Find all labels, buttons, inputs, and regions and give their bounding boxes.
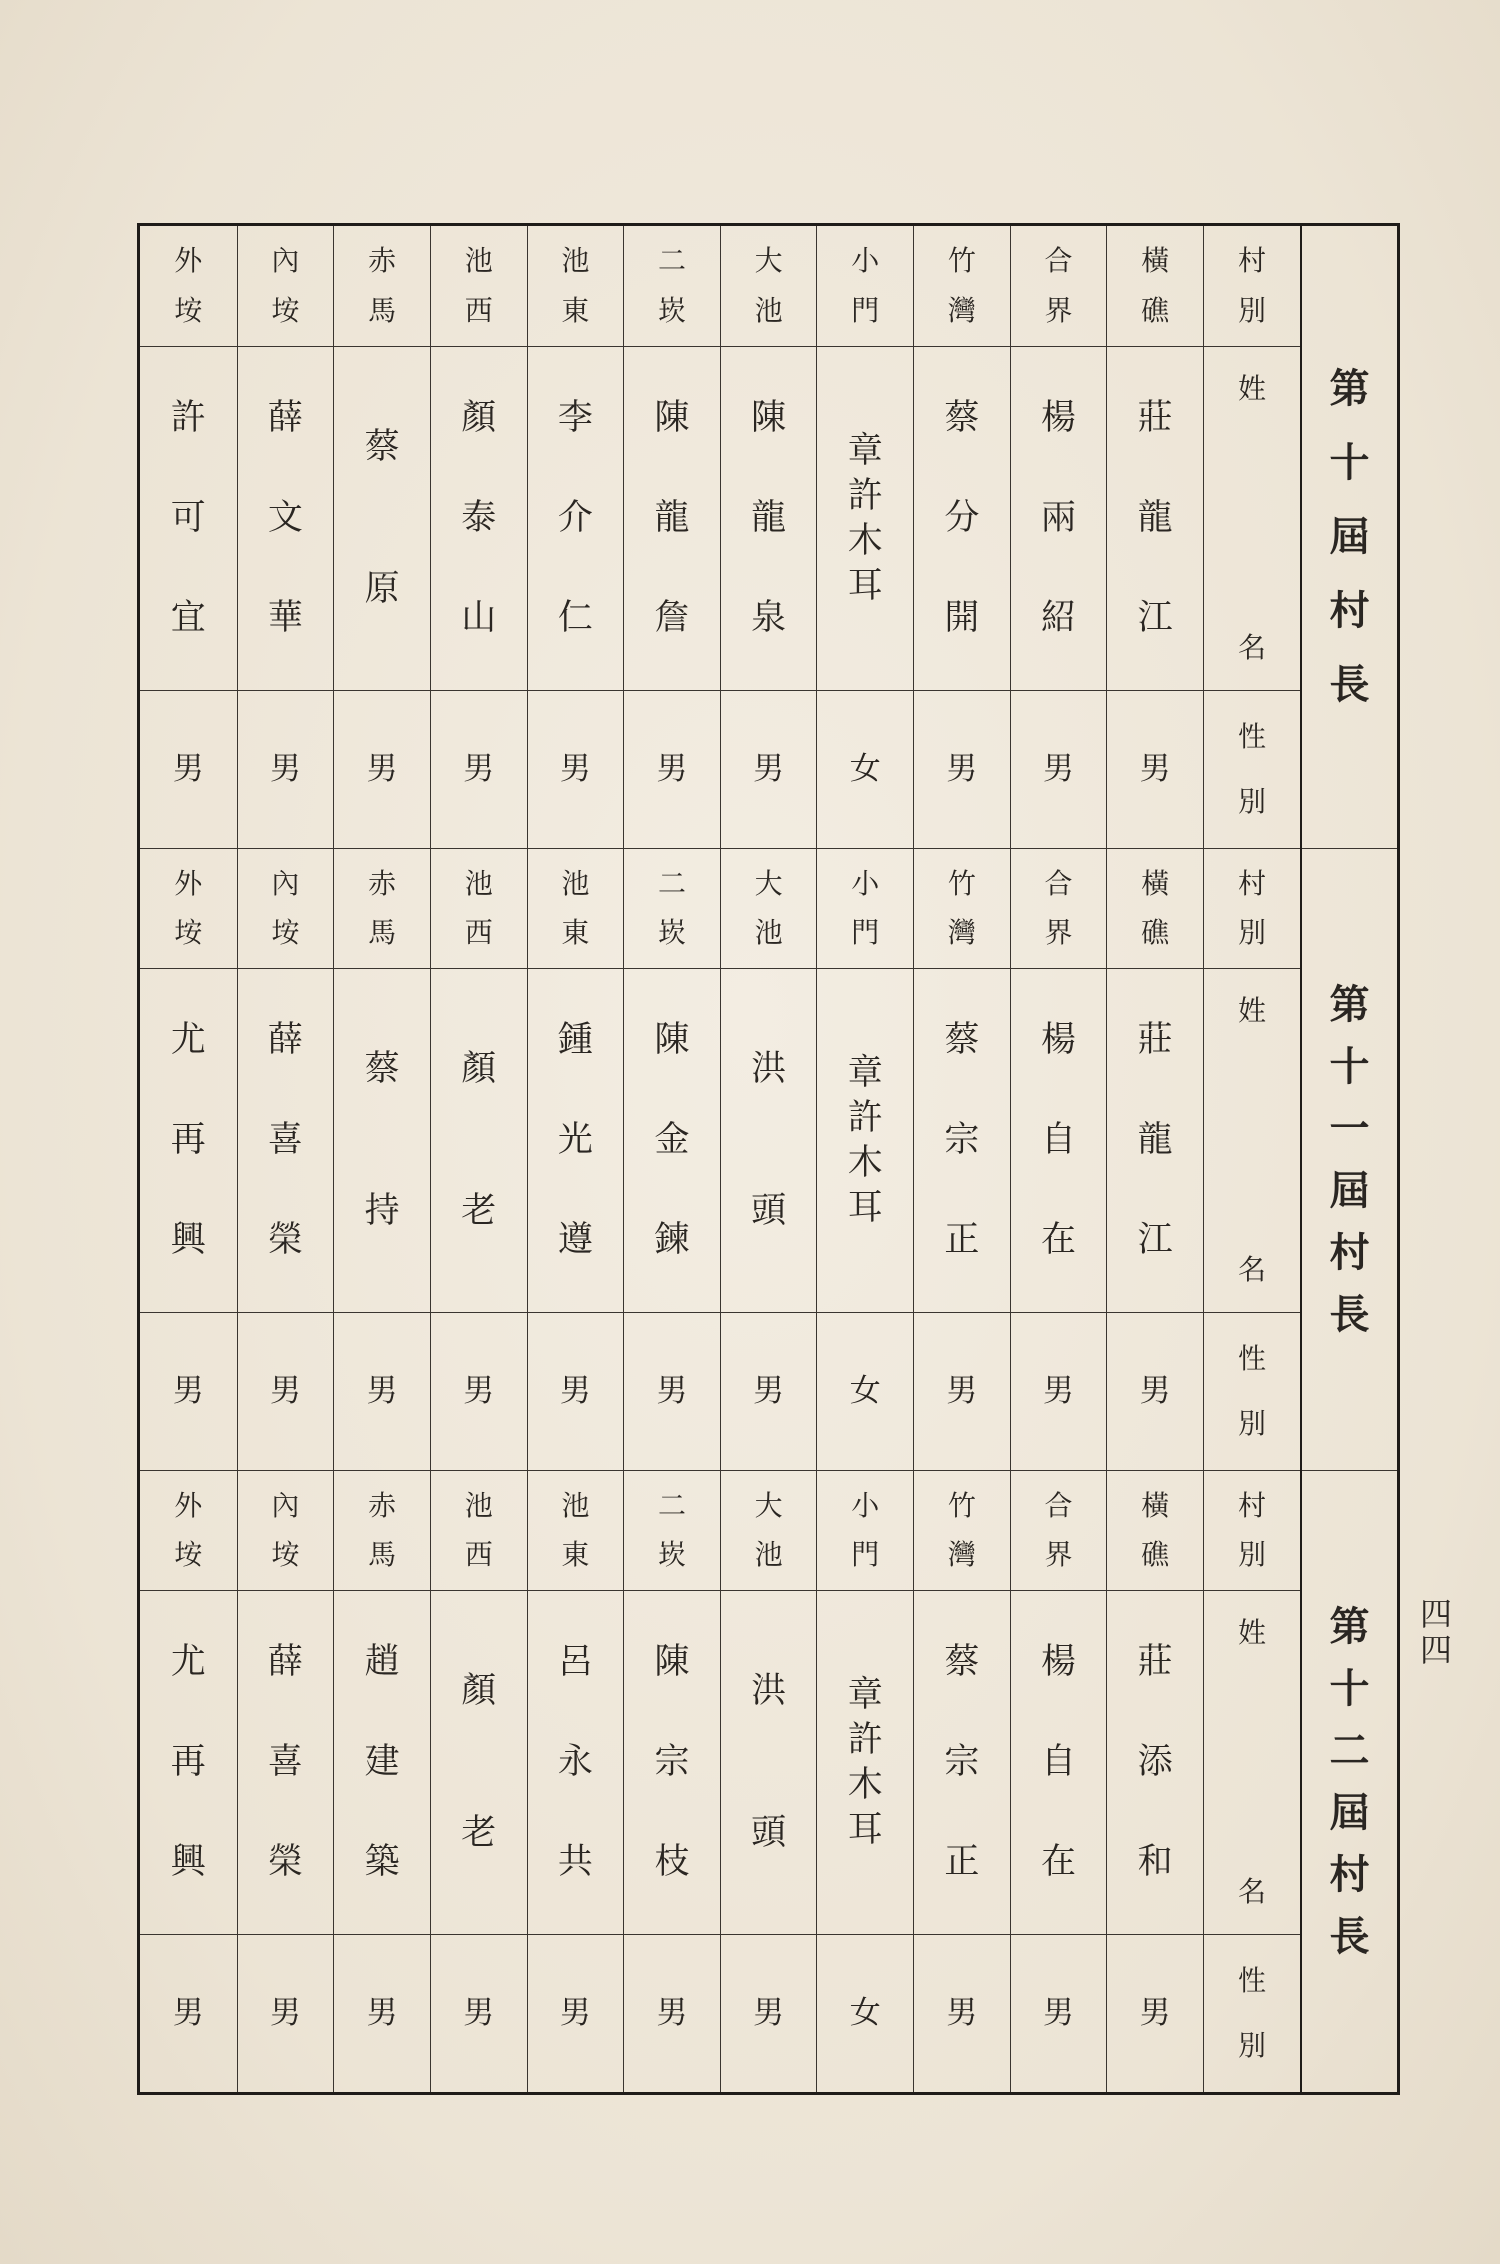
gender-cell: 女 <box>817 1934 913 2092</box>
gender-cell: 男 <box>1107 690 1203 848</box>
section-title: 第 十 屆 村 長 <box>1329 365 1370 708</box>
gender-cell: 男 <box>334 1934 430 2092</box>
name-cell: 許 可 宜 <box>140 346 237 690</box>
village-cell: 竹 灣 <box>914 1470 1010 1590</box>
village-column <box>527 226 624 2092</box>
name-cell: 尤 再 興 <box>140 1590 237 1934</box>
village-cell: 小 門 <box>817 848 913 968</box>
name-cell: 蔡 原 <box>334 346 430 690</box>
gender-cell: 男 <box>528 690 624 848</box>
name-cell: 莊 龍 江 <box>1107 968 1203 1312</box>
gender-cell: 男 <box>140 1934 237 2092</box>
header-name: 姓 名 <box>1204 346 1300 690</box>
gender-cell: 男 <box>721 1312 817 1470</box>
gender-cell: 男 <box>334 1312 430 1470</box>
name-cell: 楊 自 在 <box>1011 1590 1107 1934</box>
name-cell: 楊 自 在 <box>1011 968 1107 1312</box>
gender-cell: 女 <box>817 690 913 848</box>
village-cell: 大 池 <box>754 243 783 328</box>
gender-cell: 男 <box>1011 690 1107 848</box>
village-column <box>816 226 913 2092</box>
name-cell: 陳 龍 泉 <box>721 346 817 690</box>
name-cell: 薛 喜 榮 <box>238 1590 334 1934</box>
name-cell: 顏 老 <box>431 968 527 1312</box>
village-cell: 內 垵 <box>271 243 300 328</box>
name-cell: 蔡 分 開 <box>914 346 1010 690</box>
name-cell: 鍾 光 遵 <box>528 968 624 1312</box>
village-cell: 內 垵 <box>238 848 334 968</box>
section-title-column <box>1300 226 1397 2092</box>
village-column <box>623 226 720 2092</box>
header-gender: 性 別 <box>1204 1312 1300 1470</box>
village-cell: 池 東 <box>561 243 590 328</box>
village-cell: 小 門 <box>817 1470 913 1590</box>
gender-cell: 男 <box>431 1934 527 2092</box>
village-column <box>913 226 1010 2092</box>
village-cell: 二 崁 <box>657 243 686 328</box>
gender-cell: 男 <box>238 1934 334 2092</box>
name-cell: 薛 喜 榮 <box>238 968 334 1312</box>
name-cell: 章 許 木 耳 <box>817 346 913 690</box>
gender-cell: 男 <box>140 690 237 848</box>
gender-cell: 男 <box>914 690 1010 848</box>
gender-cell: 男 <box>624 1934 720 2092</box>
gender-cell: 男 <box>914 1312 1010 1470</box>
name-cell: 尤 再 興 <box>140 968 237 1312</box>
village-column <box>430 226 527 2092</box>
header-gender: 性 別 <box>1204 690 1300 848</box>
village-column <box>333 226 430 2092</box>
name-cell: 莊 龍 江 <box>1107 346 1203 690</box>
gender-cell: 男 <box>1011 1312 1107 1470</box>
village-column <box>140 226 237 2092</box>
village-cell: 外 垵 <box>140 1470 237 1590</box>
name-cell: 呂 永 共 <box>528 1590 624 1934</box>
village-cell: 赤 馬 <box>334 848 430 968</box>
village-cell: 小 門 <box>851 243 880 328</box>
village-cell: 二 崁 <box>624 848 720 968</box>
header-village: 村 別 <box>1237 243 1266 328</box>
name-cell: 章 許 木 耳 <box>817 968 913 1312</box>
village-cell: 竹 灣 <box>947 243 976 328</box>
gender-cell: 男 <box>238 690 334 848</box>
gender-cell: 男 <box>1107 1934 1203 2092</box>
village-cell: 橫 礁 <box>1107 1470 1203 1590</box>
name-cell: 李 介 仁 <box>528 346 624 690</box>
name-cell: 洪 頭 <box>721 1590 817 1934</box>
header-name: 姓 名 <box>1204 1590 1300 1934</box>
header-village: 村 別 <box>1204 848 1300 968</box>
village-cell: 外 垵 <box>174 243 203 328</box>
name-cell: 顏 泰 山 <box>431 346 527 690</box>
village-cell: 池 東 <box>528 1470 624 1590</box>
name-cell: 洪 頭 <box>721 968 817 1312</box>
gender-cell: 男 <box>1107 1312 1203 1470</box>
name-cell: 薛 文 華 <box>238 346 334 690</box>
name-cell: 蔡 持 <box>334 968 430 1312</box>
name-cell: 莊 添 和 <box>1107 1590 1203 1934</box>
village-cell: 池 西 <box>464 243 493 328</box>
village-column <box>237 226 334 2092</box>
gender-cell: 男 <box>624 1312 720 1470</box>
name-cell: 楊 兩 紹 <box>1011 346 1107 690</box>
village-cell: 竹 灣 <box>914 848 1010 968</box>
gender-cell: 男 <box>914 1934 1010 2092</box>
name-cell: 顏 老 <box>431 1590 527 1934</box>
gender-cell: 男 <box>238 1312 334 1470</box>
village-cell: 內 垵 <box>238 1470 334 1590</box>
village-cell: 合 界 <box>1044 243 1073 328</box>
gender-cell: 男 <box>624 690 720 848</box>
village-cell: 外 垵 <box>140 848 237 968</box>
village-column <box>1010 226 1107 2092</box>
name-cell: 蔡 宗 正 <box>914 968 1010 1312</box>
village-cell: 大 池 <box>721 1470 817 1590</box>
gender-cell: 男 <box>528 1934 624 2092</box>
name-cell: 陳 宗 枝 <box>624 1590 720 1934</box>
gender-cell: 男 <box>431 690 527 848</box>
gender-cell: 男 <box>334 690 430 848</box>
village-cell: 池 西 <box>431 1470 527 1590</box>
gender-cell: 女 <box>817 1312 913 1470</box>
gender-cell: 男 <box>721 690 817 848</box>
village-cell: 赤 馬 <box>334 1470 430 1590</box>
village-cell: 橫 礁 <box>1141 243 1170 328</box>
name-cell: 陳 龍 詹 <box>624 346 720 690</box>
section-title: 第 十 一 屆 村 長 <box>1302 848 1397 1470</box>
section-title: 第 十 二 屆 村 長 <box>1302 1470 1397 2092</box>
gender-cell: 男 <box>140 1312 237 1470</box>
village-cell: 池 西 <box>431 848 527 968</box>
gender-cell: 男 <box>431 1312 527 1470</box>
village-column <box>1106 226 1203 2092</box>
gender-cell: 男 <box>1011 1934 1107 2092</box>
village-cell: 赤 馬 <box>368 243 397 328</box>
header-village: 村 別 <box>1204 1470 1300 1590</box>
village-cell: 池 東 <box>528 848 624 968</box>
gender-cell: 男 <box>528 1312 624 1470</box>
page-number: 四 四 <box>1420 1595 1453 1669</box>
village-cell: 合 界 <box>1011 1470 1107 1590</box>
header-name: 姓 名 <box>1204 968 1300 1312</box>
village-cell: 橫 礁 <box>1107 848 1203 968</box>
header-gender: 性 別 <box>1204 1934 1300 2092</box>
village-chief-table <box>137 223 1400 2095</box>
village-cell: 二 崁 <box>624 1470 720 1590</box>
name-cell: 陳 金 鍊 <box>624 968 720 1312</box>
header-column <box>1203 226 1300 2092</box>
name-cell: 趙 建 築 <box>334 1590 430 1934</box>
gender-cell: 男 <box>721 1934 817 2092</box>
name-cell: 蔡 宗 正 <box>914 1590 1010 1934</box>
village-column <box>720 226 817 2092</box>
village-cell: 大 池 <box>721 848 817 968</box>
name-cell: 章 許 木 耳 <box>817 1590 913 1934</box>
village-cell: 合 界 <box>1011 848 1107 968</box>
